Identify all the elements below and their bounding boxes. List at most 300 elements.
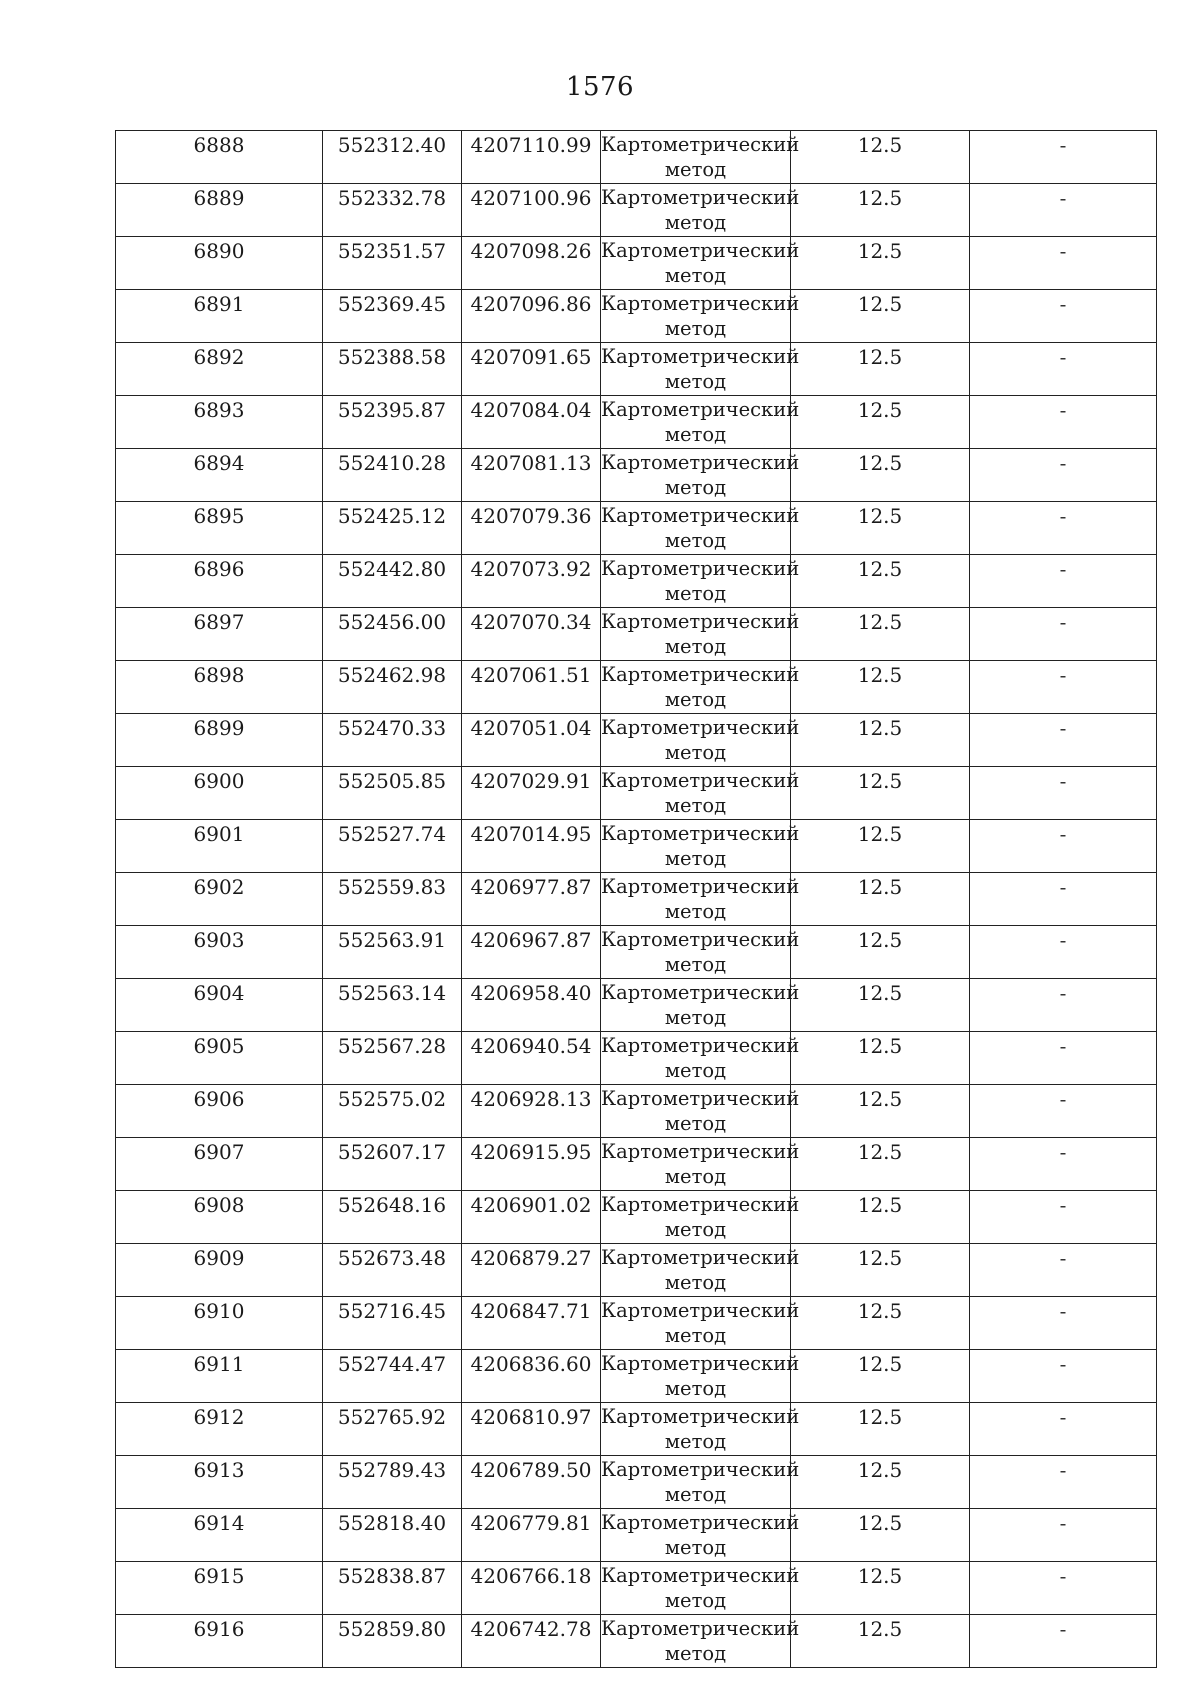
accuracy-cell <box>791 714 970 767</box>
method-cell <box>601 237 800 290</box>
note-text: - <box>1059 928 1067 952</box>
accuracy-text: 12.5 <box>857 1140 903 1164</box>
note-cell <box>970 1244 1157 1297</box>
point-number-cell <box>116 979 323 1032</box>
accuracy-text: 12.5 <box>857 1511 903 1535</box>
note-cell <box>970 926 1157 979</box>
accuracy-text: 12.5 <box>857 928 903 952</box>
accuracy-cell <box>791 1297 970 1350</box>
y-coordinate-text: 4207081.13 <box>470 451 592 475</box>
x-coordinate-cell <box>323 396 462 449</box>
note-cell <box>970 343 1157 396</box>
table-row <box>116 873 1157 926</box>
x-coordinate-cell <box>323 343 462 396</box>
x-coordinate-text: 552425.12 <box>337 504 447 528</box>
note-text: - <box>1059 398 1067 422</box>
y-coordinate-cell <box>462 396 601 449</box>
y-coordinate-cell <box>462 237 601 290</box>
x-coordinate-cell <box>323 1085 462 1138</box>
x-coordinate-cell <box>323 926 462 979</box>
method-text-line-2: метод <box>664 847 727 870</box>
note-text: - <box>1059 1140 1067 1164</box>
method-text-line-2: метод <box>664 1377 727 1400</box>
x-coordinate-text: 552648.16 <box>337 1193 447 1217</box>
table-row <box>116 1456 1157 1509</box>
note-text: - <box>1059 663 1067 687</box>
point-number-cell <box>116 555 323 608</box>
x-coordinate-cell <box>323 714 462 767</box>
point-number-text: 6903 <box>193 928 245 952</box>
accuracy-text: 12.5 <box>857 239 903 263</box>
accuracy-text: 12.5 <box>857 663 903 687</box>
method-text-line-2: метод <box>664 1430 727 1453</box>
point-number-text: 6893 <box>193 398 245 422</box>
method-cell <box>601 131 800 184</box>
note-cell <box>970 184 1157 237</box>
method-text-line-1: Картометрический <box>601 1087 800 1110</box>
note-text: - <box>1059 186 1067 210</box>
method-text-line-2: метод <box>664 1589 727 1612</box>
method-text-line-2: метод <box>664 158 727 181</box>
note-cell <box>970 131 1157 184</box>
method-text-line-2: метод <box>664 1059 727 1082</box>
method-text-line-2: метод <box>664 423 727 446</box>
method-text-line-1: Картометрический <box>601 1564 800 1587</box>
note-text: - <box>1059 822 1067 846</box>
y-coordinate-text: 4206847.71 <box>470 1299 592 1323</box>
note-cell <box>970 1403 1157 1456</box>
accuracy-cell <box>791 1032 970 1085</box>
x-coordinate-text: 552442.80 <box>337 557 447 581</box>
method-cell <box>601 1403 800 1456</box>
y-coordinate-text: 4207061.51 <box>470 663 592 687</box>
note-cell <box>970 1456 1157 1509</box>
note-text: - <box>1059 875 1067 899</box>
accuracy-cell <box>791 1509 970 1562</box>
x-coordinate-cell <box>323 767 462 820</box>
table-row <box>116 555 1157 608</box>
point-number-cell <box>116 1138 323 1191</box>
note-cell <box>970 555 1157 608</box>
x-coordinate-cell <box>323 608 462 661</box>
y-coordinate-text: 4206836.60 <box>470 1352 592 1376</box>
y-coordinate-text: 4207084.04 <box>470 398 592 422</box>
point-number-cell <box>116 873 323 926</box>
method-text-line-1: Картометрический <box>601 1352 800 1375</box>
method-text-line-1: Картометрический <box>601 875 800 898</box>
method-cell <box>601 979 800 1032</box>
table-row <box>116 926 1157 979</box>
y-coordinate-cell <box>462 873 601 926</box>
accuracy-text: 12.5 <box>857 1617 903 1641</box>
note-cell <box>970 873 1157 926</box>
accuracy-text: 12.5 <box>857 1193 903 1217</box>
y-coordinate-cell <box>462 1191 601 1244</box>
method-text-line-1: Картометрический <box>601 1511 800 1534</box>
accuracy-text: 12.5 <box>857 822 903 846</box>
x-coordinate-cell <box>323 1032 462 1085</box>
point-number-cell <box>116 1085 323 1138</box>
method-cell <box>601 1138 800 1191</box>
accuracy-cell <box>791 926 970 979</box>
point-number-cell <box>116 184 323 237</box>
y-coordinate-cell <box>462 1509 601 1562</box>
x-coordinate-cell <box>323 661 462 714</box>
note-cell <box>970 1032 1157 1085</box>
note-text: - <box>1059 1617 1067 1641</box>
method-cell <box>601 502 800 555</box>
point-number-text: 6898 <box>193 663 245 687</box>
accuracy-cell <box>791 1085 970 1138</box>
table-row <box>116 1191 1157 1244</box>
y-coordinate-text: 4206879.27 <box>470 1246 592 1270</box>
note-text: - <box>1059 1034 1067 1058</box>
x-coordinate-cell <box>323 1350 462 1403</box>
accuracy-cell <box>791 555 970 608</box>
note-cell <box>970 396 1157 449</box>
method-text-line-2: метод <box>664 1165 727 1188</box>
method-text-line-1: Картометрический <box>601 716 800 739</box>
table-row <box>116 661 1157 714</box>
accuracy-cell <box>791 396 970 449</box>
method-text-line-2: метод <box>664 1112 727 1135</box>
note-cell <box>970 767 1157 820</box>
method-cell <box>601 1244 800 1297</box>
note-text: - <box>1059 769 1067 793</box>
x-coordinate-text: 552838.87 <box>337 1564 447 1588</box>
x-coordinate-cell <box>323 502 462 555</box>
method-text-line-1: Картометрический <box>601 557 800 580</box>
note-cell <box>970 290 1157 343</box>
point-number-cell <box>116 661 323 714</box>
method-cell <box>601 926 800 979</box>
y-coordinate-text: 4207098.26 <box>470 239 592 263</box>
point-number-cell <box>116 1403 323 1456</box>
table-row <box>116 343 1157 396</box>
x-coordinate-text: 552716.45 <box>337 1299 447 1323</box>
y-coordinate-text: 4207079.36 <box>470 504 592 528</box>
note-text: - <box>1059 239 1067 263</box>
point-number-text: 6891 <box>193 292 245 316</box>
x-coordinate-text: 552859.80 <box>337 1617 447 1641</box>
method-text-line-2: метод <box>664 1218 727 1241</box>
point-number-cell <box>116 396 323 449</box>
x-coordinate-text: 552673.48 <box>337 1246 447 1270</box>
accuracy-cell <box>791 1562 970 1615</box>
y-coordinate-cell <box>462 1403 601 1456</box>
x-coordinate-cell <box>323 1403 462 1456</box>
y-coordinate-cell <box>462 1350 601 1403</box>
note-cell <box>970 1138 1157 1191</box>
accuracy-cell <box>791 343 970 396</box>
x-coordinate-cell <box>323 449 462 502</box>
y-coordinate-cell <box>462 767 601 820</box>
point-number-text: 6892 <box>193 345 245 369</box>
accuracy-text: 12.5 <box>857 1405 903 1429</box>
note-text: - <box>1059 716 1067 740</box>
method-text-line-1: Картометрический <box>601 928 800 951</box>
accuracy-cell <box>791 873 970 926</box>
accuracy-text: 12.5 <box>857 1246 903 1270</box>
y-coordinate-text: 4206742.78 <box>470 1617 592 1641</box>
method-cell <box>601 767 800 820</box>
method-text-line-2: метод <box>664 688 727 711</box>
method-text-line-2: метод <box>664 1271 727 1294</box>
note-cell <box>970 1085 1157 1138</box>
note-cell <box>970 661 1157 714</box>
y-coordinate-text: 4207014.95 <box>470 822 592 846</box>
y-coordinate-cell <box>462 1562 601 1615</box>
accuracy-cell <box>791 1244 970 1297</box>
x-coordinate-cell <box>323 873 462 926</box>
table-row <box>116 1562 1157 1615</box>
note-text: - <box>1059 345 1067 369</box>
x-coordinate-text: 552818.40 <box>337 1511 447 1535</box>
note-text: - <box>1059 1564 1067 1588</box>
y-coordinate-text: 4206967.87 <box>470 928 592 952</box>
accuracy-text: 12.5 <box>857 451 903 475</box>
method-text-line-2: метод <box>664 529 727 552</box>
y-coordinate-cell <box>462 131 601 184</box>
point-number-cell <box>116 290 323 343</box>
method-cell <box>601 608 800 661</box>
x-coordinate-text: 552462.98 <box>337 663 447 687</box>
point-number-text: 6901 <box>193 822 245 846</box>
note-text: - <box>1059 292 1067 316</box>
method-text-line-1: Картометрический <box>601 292 800 315</box>
y-coordinate-text: 4207070.34 <box>470 610 592 634</box>
x-coordinate-text: 552410.28 <box>337 451 447 475</box>
point-number-cell <box>116 1244 323 1297</box>
x-coordinate-cell <box>323 820 462 873</box>
point-number-cell <box>116 1032 323 1085</box>
method-text-line-1: Картометрический <box>601 451 800 474</box>
y-coordinate-cell <box>462 1032 601 1085</box>
table-row <box>116 396 1157 449</box>
point-number-text: 6889 <box>193 186 245 210</box>
point-number-text: 6902 <box>193 875 245 899</box>
table-row <box>116 979 1157 1032</box>
method-text-line-2: метод <box>664 1324 727 1347</box>
method-text-line-1: Картометрический <box>601 1617 800 1640</box>
x-coordinate-text: 552388.58 <box>337 345 447 369</box>
accuracy-cell <box>791 1456 970 1509</box>
note-cell <box>970 714 1157 767</box>
point-number-cell <box>116 767 323 820</box>
note-text: - <box>1059 1193 1067 1217</box>
x-coordinate-text: 552765.92 <box>337 1405 447 1429</box>
x-coordinate-text: 552607.17 <box>337 1140 447 1164</box>
y-coordinate-cell <box>462 1085 601 1138</box>
y-coordinate-cell <box>462 661 601 714</box>
method-text-line-2: метод <box>664 1642 727 1665</box>
y-coordinate-text: 4206940.54 <box>470 1034 592 1058</box>
point-number-cell <box>116 608 323 661</box>
method-cell <box>601 449 800 502</box>
accuracy-cell <box>791 290 970 343</box>
method-text-line-2: метод <box>664 900 727 923</box>
point-number-cell <box>116 820 323 873</box>
y-coordinate-cell <box>462 926 601 979</box>
accuracy-text: 12.5 <box>857 133 903 157</box>
note-text: - <box>1059 1511 1067 1535</box>
x-coordinate-cell <box>323 1456 462 1509</box>
y-coordinate-cell <box>462 820 601 873</box>
point-number-text: 6890 <box>193 239 245 263</box>
accuracy-text: 12.5 <box>857 398 903 422</box>
accuracy-cell <box>791 1403 970 1456</box>
note-text: - <box>1059 504 1067 528</box>
x-coordinate-cell <box>323 1191 462 1244</box>
point-number-text: 6910 <box>193 1299 245 1323</box>
accuracy-text: 12.5 <box>857 981 903 1005</box>
x-coordinate-text: 552456.00 <box>337 610 447 634</box>
y-coordinate-text: 4206779.81 <box>470 1511 592 1535</box>
accuracy-text: 12.5 <box>857 1299 903 1323</box>
method-text-line-2: метод <box>664 1536 727 1559</box>
x-coordinate-cell <box>323 1615 462 1668</box>
accuracy-cell <box>791 767 970 820</box>
y-coordinate-text: 4207100.96 <box>470 186 592 210</box>
method-text-line-1: Картометрический <box>601 610 800 633</box>
method-text-line-1: Картометрический <box>601 822 800 845</box>
note-cell <box>970 820 1157 873</box>
point-number-text: 6906 <box>193 1087 245 1111</box>
point-number-text: 6911 <box>193 1352 245 1376</box>
method-text-line-1: Картометрический <box>601 769 800 792</box>
table-row <box>116 1085 1157 1138</box>
method-cell <box>601 396 800 449</box>
coordinates-table-body <box>116 131 1157 1668</box>
y-coordinate-cell <box>462 449 601 502</box>
point-number-text: 6913 <box>193 1458 245 1482</box>
x-coordinate-cell <box>323 184 462 237</box>
method-text-line-1: Картометрический <box>601 1299 800 1322</box>
method-text-line-1: Картометрический <box>601 1405 800 1428</box>
point-number-cell <box>116 1191 323 1244</box>
y-coordinate-text: 4206958.40 <box>470 981 592 1005</box>
accuracy-cell <box>791 820 970 873</box>
method-text-line-1: Картометрический <box>601 663 800 686</box>
y-coordinate-text: 4206915.95 <box>470 1140 592 1164</box>
y-coordinate-text: 4206789.50 <box>470 1458 592 1482</box>
method-cell <box>601 1085 800 1138</box>
x-coordinate-cell <box>323 1509 462 1562</box>
x-coordinate-text: 552563.14 <box>337 981 447 1005</box>
point-number-text: 6895 <box>193 504 245 528</box>
method-text-line-1: Картометрический <box>601 133 800 156</box>
accuracy-cell <box>791 979 970 1032</box>
note-text: - <box>1059 1458 1067 1482</box>
coordinates-table <box>115 130 1157 1668</box>
method-cell <box>601 661 800 714</box>
method-text-line-2: метод <box>664 317 727 340</box>
accuracy-cell <box>791 1138 970 1191</box>
x-coordinate-cell <box>323 1562 462 1615</box>
y-coordinate-cell <box>462 1244 601 1297</box>
accuracy-text: 12.5 <box>857 345 903 369</box>
accuracy-text: 12.5 <box>857 1458 903 1482</box>
point-number-cell <box>116 1509 323 1562</box>
x-coordinate-text: 552351.57 <box>337 239 447 263</box>
point-number-text: 6909 <box>193 1246 245 1270</box>
y-coordinate-text: 4207091.65 <box>470 345 592 369</box>
method-text-line-1: Картометрический <box>601 1140 800 1163</box>
y-coordinate-text: 4207096.86 <box>470 292 592 316</box>
table-row <box>116 767 1157 820</box>
table-row <box>116 1615 1157 1668</box>
method-text-line-1: Картометрический <box>601 504 800 527</box>
method-text-line-1: Картометрический <box>601 1193 800 1216</box>
point-number-cell <box>116 926 323 979</box>
point-number-text: 6900 <box>193 769 245 793</box>
y-coordinate-cell <box>462 1456 601 1509</box>
note-cell <box>970 449 1157 502</box>
method-cell <box>601 555 800 608</box>
method-text-line-2: метод <box>664 476 727 499</box>
x-coordinate-cell <box>323 555 462 608</box>
note-cell <box>970 1191 1157 1244</box>
note-text: - <box>1059 981 1067 1005</box>
x-coordinate-cell <box>323 1244 462 1297</box>
point-number-text: 6899 <box>193 716 245 740</box>
note-cell <box>970 1509 1157 1562</box>
y-coordinate-text: 4206977.87 <box>470 875 592 899</box>
point-number-cell <box>116 1615 323 1668</box>
table-row <box>116 237 1157 290</box>
method-text-line-1: Картометрический <box>601 1246 800 1269</box>
table-row <box>116 502 1157 555</box>
accuracy-cell <box>791 1191 970 1244</box>
point-number-text: 6912 <box>193 1405 245 1429</box>
x-coordinate-cell <box>323 1297 462 1350</box>
table-row <box>116 290 1157 343</box>
table-row <box>116 1509 1157 1562</box>
method-text-line-1: Картометрический <box>601 345 800 368</box>
method-cell <box>601 873 800 926</box>
y-coordinate-cell <box>462 714 601 767</box>
note-cell <box>970 608 1157 661</box>
table-row <box>116 1244 1157 1297</box>
accuracy-text: 12.5 <box>857 716 903 740</box>
note-text: - <box>1059 1299 1067 1323</box>
method-cell <box>601 1032 800 1085</box>
method-cell <box>601 1456 800 1509</box>
accuracy-text: 12.5 <box>857 557 903 581</box>
table-row <box>116 1297 1157 1350</box>
x-coordinate-text: 552744.47 <box>337 1352 447 1376</box>
accuracy-text: 12.5 <box>857 610 903 634</box>
note-cell <box>970 979 1157 1032</box>
x-coordinate-text: 552369.45 <box>337 292 447 316</box>
y-coordinate-cell <box>462 502 601 555</box>
y-coordinate-cell <box>462 290 601 343</box>
table-row <box>116 1032 1157 1085</box>
y-coordinate-cell <box>462 184 601 237</box>
y-coordinate-text: 4206810.97 <box>470 1405 592 1429</box>
table-row <box>116 714 1157 767</box>
method-text-line-2: метод <box>664 794 727 817</box>
method-text-line-1: Картометрический <box>601 981 800 1004</box>
accuracy-text: 12.5 <box>857 504 903 528</box>
x-coordinate-text: 552527.74 <box>337 822 447 846</box>
table-row <box>116 184 1157 237</box>
point-number-text: 6907 <box>193 1140 245 1164</box>
point-number-text: 6914 <box>193 1511 245 1535</box>
note-text: - <box>1059 1352 1067 1376</box>
method-cell <box>601 1191 800 1244</box>
accuracy-cell <box>791 449 970 502</box>
